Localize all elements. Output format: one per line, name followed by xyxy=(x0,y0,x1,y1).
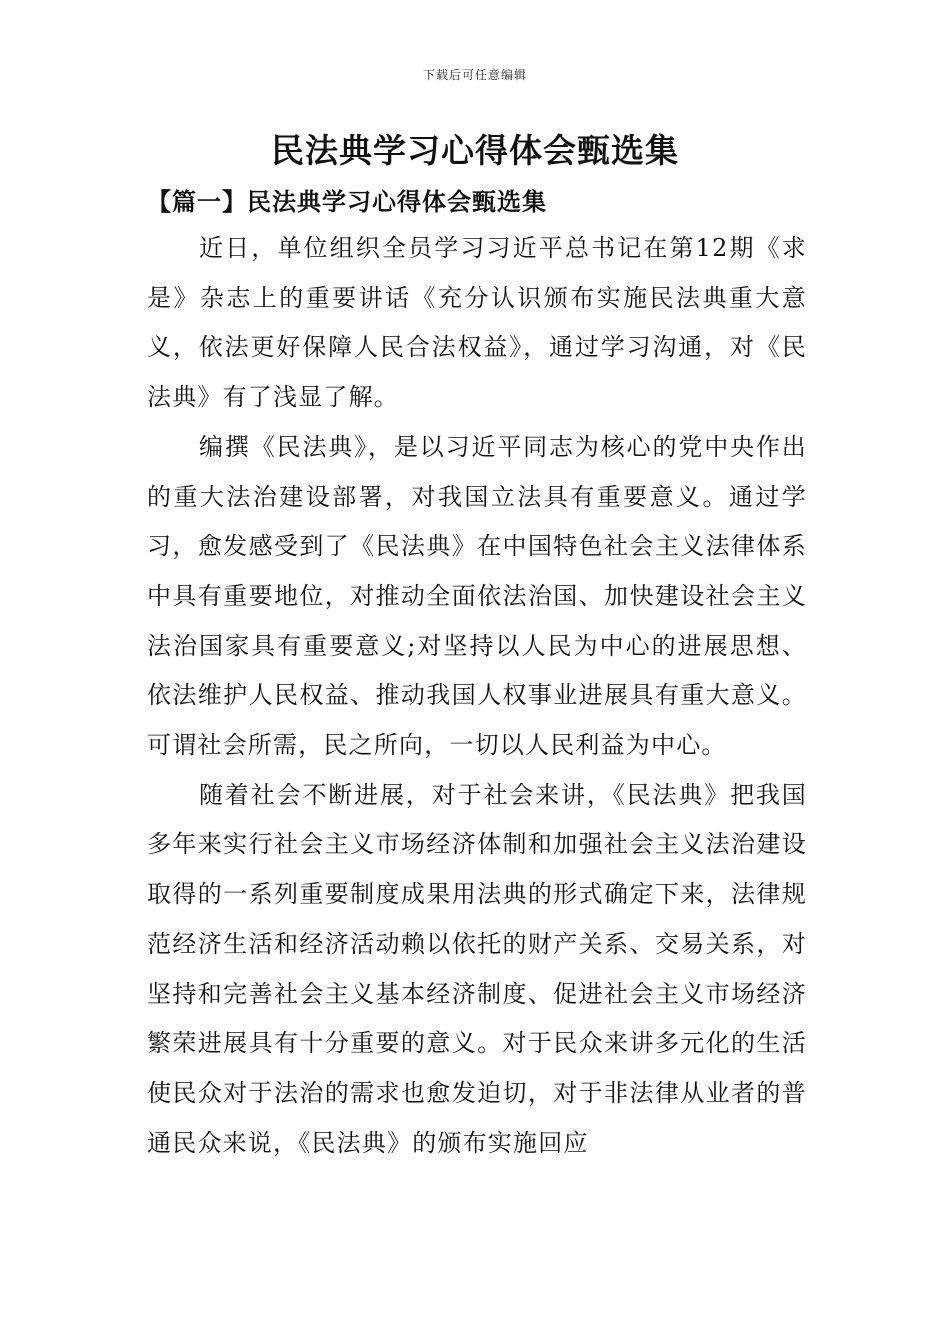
document-body xyxy=(147,224,807,1168)
header-note: 下载后可任意编辑 xyxy=(422,68,527,82)
document-title: 民法典学习心得体会甄选集 xyxy=(271,131,679,170)
paragraph-2: 编撰《民法典》，是以习近平同志为核心的党中央作出的重大法治建设部署，对我国立法具有重要意义。通过学习，愈发感受到了《民法典》在中国特色社会主义法律体系中具有重要地位，对推动全面依法治国、加快建设社会主义法治国家具有重要意义;对坚持以人民为中心的进展思想、依法维护人民权益、推动我国人权事业进展具有重大意义。可谓社会所需，民之所向，一切以人民利益为中心。 xyxy=(147,432,807,760)
paragraph-1: 近日，单位组织全员学习习近平总书记在第12期《求是》杂志上的重要讲话《充分认识颁布实施民法典重大意义，依法更好保障人民合法权益》，通过学习沟通，对《民法典》有了浅显了解。 xyxy=(147,234,807,412)
paragraph-3: 随着社会不断进展，对于社会来讲，《民法典》把我国多年来实行社会主义市场经济体制和加强社会主义法治建设取得的一系列重要制度成果用法典的形式确定下来，法律规范经济生活和经济活动赖以依托的财产关系、交易关系，对坚持和完善社会主义基本经济制度、促进社会主义市场经济繁荣进展具有十分重要的意义。对于民众来讲多元化的生活使民众对于法治的需求也愈发迫切，对于非法律从业者的普通民众来说，《民法典》的颁布实施回应 xyxy=(147,780,807,1157)
section-heading: 【篇一】民法典学习心得体会甄选集 xyxy=(147,187,547,216)
